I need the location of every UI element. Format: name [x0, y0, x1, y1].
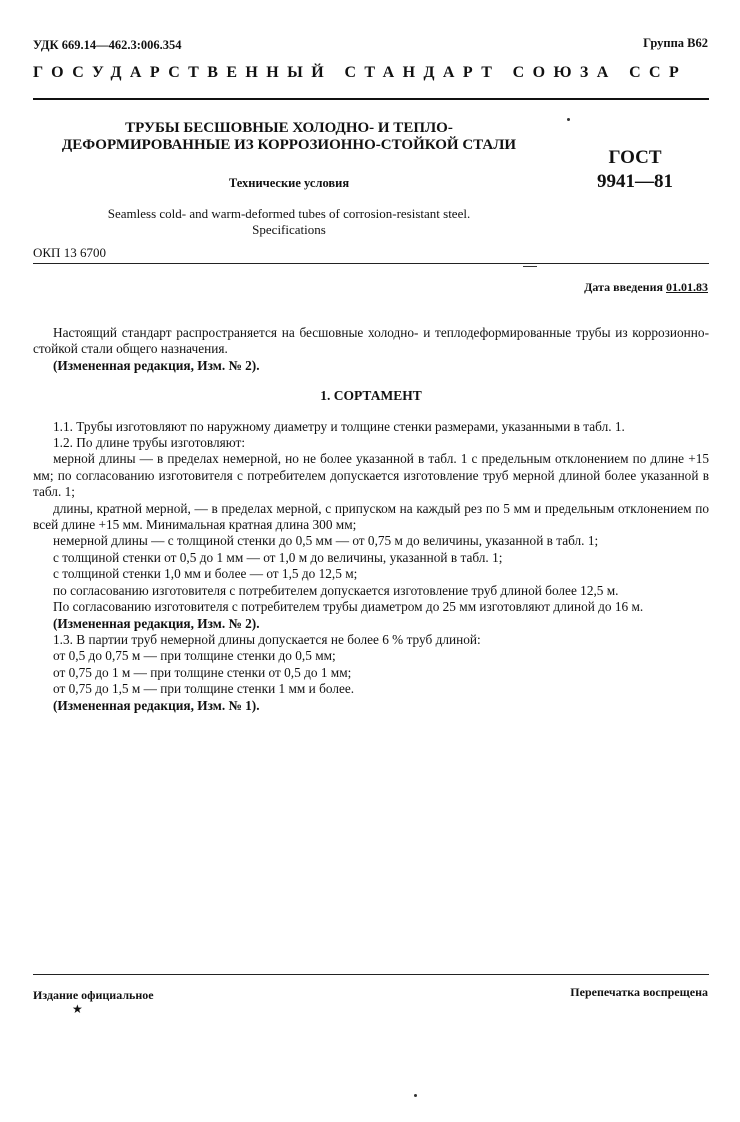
clause-1-3: 1.3. В партии труб немерной длины допускается не более 6 % труб длиной: — [53, 631, 481, 647]
udk-code: УДК 669.14—462.3:006.354 — [33, 38, 182, 52]
gost-label: ГОСТ — [608, 147, 662, 168]
okp-rule — [33, 263, 709, 264]
change-note-1: (Измененная редакция, Изм. № 2). — [53, 357, 260, 373]
english-title-line-2: Specifications — [252, 222, 326, 237]
reprint-prohibited-note: Перепечатка воспрещена — [570, 985, 708, 999]
clause-1-3-b: от 0,75 до 1 м — при толщине стенки от 0,5 до 1 мм; — [53, 664, 352, 680]
official-edition-note: Издание официальное — [33, 988, 154, 1002]
clause-1-2-a: мерной длины — в пределах немерной, но не более указанной в табл. 1 с предельным отклонением по длине +15 мм; по согласованию изготовителя с потребителем допускается изготовление труб мерной длиной более указанной в табл. 1; — [33, 451, 709, 500]
document-body — [33, 325, 709, 714]
date-label: Дата введения — [584, 280, 663, 294]
section-title: 1. СОРТАМЕНТ — [320, 388, 422, 404]
clause-1-1: 1.1. Трубы изготовляют по наружному диаметру и толщине стенки размерами, указанными в табл. 1. — [53, 418, 625, 434]
clause-1-2-g: По согласованию изготовителя с потребителем трубы диаметром до 25 мм изготовляют длиной до 16 м. — [53, 599, 644, 615]
date-value: 01.01.83 — [666, 280, 708, 294]
clause-1-2-e: с толщиной стенки 1,0 мм и более — от 1,5 до 12,5 м; — [53, 566, 358, 582]
header-rule — [33, 98, 709, 100]
change-note-2: (Измененная редакция, Изм. № 2). — [53, 615, 260, 631]
english-title-line-1: Seamless cold- and warm-deformed tubes of corrosion-resistant steel. — [107, 206, 471, 221]
group-code: Группа В62 — [643, 36, 708, 50]
footer-rule — [33, 974, 709, 975]
star-mark: ★ — [72, 1002, 83, 1016]
scan-speck — [523, 266, 537, 267]
clause-1-3-c: от 0,75 до 1,5 м — при толщине стенки 1 мм и более. — [53, 681, 355, 697]
clause-1-2-d: с толщиной стенки от 0,5 до 1 мм — от 1,0 м до величины, указанной в табл. 1; — [53, 549, 503, 565]
gost-number: 9941—81 — [597, 171, 673, 192]
clause-1-2-c: немерной длины — с толщиной стенки до 0,5 мм — от 0,75 м до величины, указанной в табл. 1; — [53, 533, 599, 549]
document-subtitle: Технические условия — [228, 176, 350, 190]
clause-1-2: 1.2. По длине трубы изготовляют: — [53, 435, 246, 451]
gost-designation — [580, 146, 690, 194]
english-title — [40, 206, 538, 238]
title-line-1: ТРУБЫ БЕСШОВНЫЕ ХОЛОДНО- И ТЕПЛО- — [125, 120, 453, 136]
intro-paragraph: Настоящий стандарт распространяется на бесшовные холодно- и теплодеформированные трубы из коррозионно-стойкой стали общего назначения. — [33, 325, 709, 357]
clause-1-2-f: по согласованию изготовителя с потребителем допускается изготовление труб длиной более 12,5 м. — [53, 582, 619, 598]
okp-code: ОКП 13 6700 — [33, 245, 106, 260]
document-title — [40, 120, 538, 154]
title-line-2: ДЕФОРМИРОВАННЫЕ ИЗ КОРРОЗИОННО-СТОЙКОЙ СТАЛИ — [61, 137, 517, 153]
scan-speck — [414, 1094, 417, 1097]
introduction-date — [584, 280, 708, 295]
clause-1-2-b: длины, кратной мерной, — в пределах мерной, с припуском на каждый рез по 5 мм и предельным отклонением по всей длине +15 мм. Минимальная кратная длина 300 мм; — [33, 500, 709, 533]
scan-speck — [567, 118, 570, 121]
state-standard-heading: ГОСУДАРСТВЕННЫЙ СТАНДАРТ СОЮЗА ССР — [33, 64, 688, 81]
change-note-3: (Измененная редакция, Изм. № 1). — [53, 697, 260, 713]
clause-1-3-a: от 0,5 до 0,75 м — при толщине стенки до 0,5 мм; — [53, 648, 336, 664]
